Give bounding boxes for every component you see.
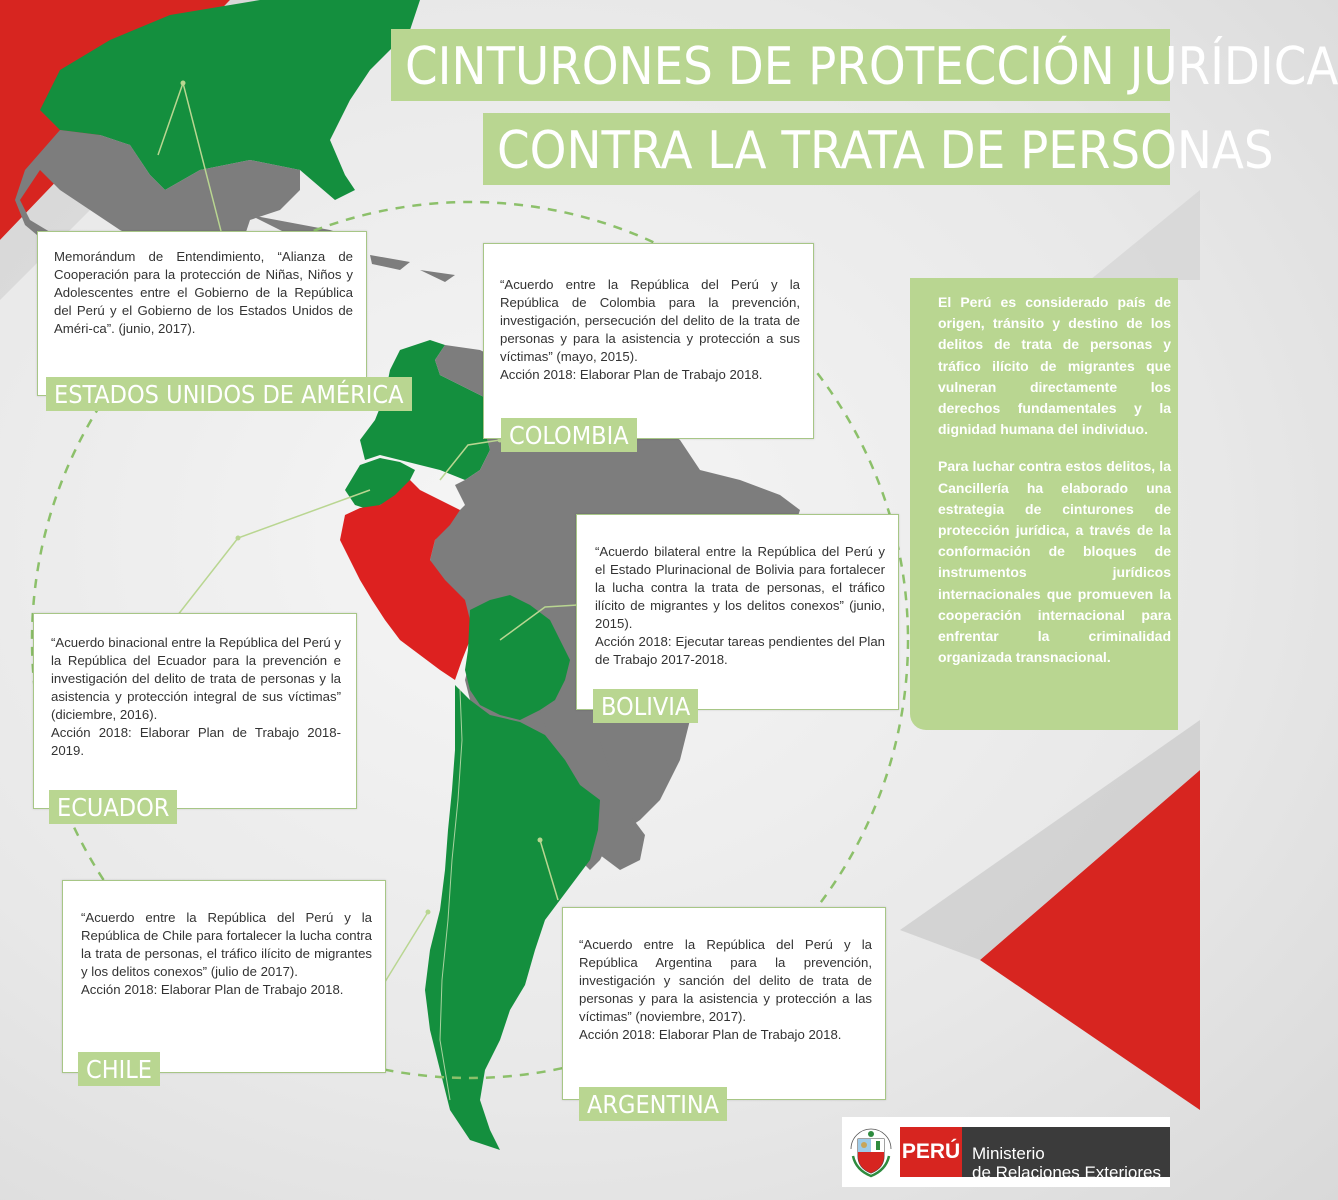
peru-brand: PERÚ	[900, 1127, 962, 1177]
connector-dot-ecuador	[236, 536, 241, 541]
argentina-agreement-text: “Acuerdo entre la República del Perú y la República Argentina para la prevención, investigación y sanción del delito de trata de personas y para la asistencia y protección a las víctimas” (noviembre, 2017).	[579, 937, 872, 1024]
intro-paragraph-2: Para luchar contra estos delitos, la Cancillería ha elaborado una estrategia de cinturones de protección jurídica, a través de la conformación de bloques de instrumentos jurídicos internacionales que promueven la cooperación internacional para enfrentar la criminalidad organizada transnacional.	[938, 458, 1171, 666]
chile-agreement-text: “Acuerdo entre la República del Perú y la República de Chile para fortalecer la lucha contra la trata de personas, el tráfico ilícito de migrantes y los delitos conexos” (julio de 2017).	[81, 910, 372, 979]
chile-agreement-card	[62, 880, 386, 1073]
connector-dot-usa	[181, 81, 186, 86]
usa-agreement-card	[37, 231, 367, 396]
colombia-action-text: Acción 2018: Elaborar Plan de Trabajo 2018.	[500, 367, 763, 382]
uruguay-shape	[600, 815, 645, 870]
colombia-label: COLOMBIA	[501, 418, 637, 452]
ecuador-agreement-card	[33, 613, 357, 809]
connector-ecuador	[170, 490, 370, 625]
bolivia-agreement-text: “Acuerdo bilateral entre la República del Perú y el Estado Plurinacional de Bolivia para fortalecer la lucha contra la trata de personas, el tráfico ilícito de migrantes y los delitos conexos” (junio, 2015).	[595, 544, 885, 631]
ministry-name	[962, 1127, 1170, 1182]
bolivia-agreement-card	[576, 514, 899, 710]
argentina-label: ARGENTINA	[579, 1087, 727, 1121]
colombia-agreement-card	[483, 243, 814, 439]
ecuador-agreement-text: “Acuerdo binacional entre la República del Perú y la República del Ecuador para la prevención e investigación del delito de trata de personas y la asistencia y protección integral de sus víctimas” (diciembre, 2016).	[51, 635, 341, 722]
connector-chile	[380, 912, 428, 990]
coat-of-arms-icon	[842, 1117, 900, 1187]
ministry-name-line-1: Ministerio	[972, 1144, 1045, 1163]
usa-agreement-text: Memorándum de Entendimiento, “Alianza de Cooperación para la protección de Niñas, Niños y Adolescentes entre el Gobierno de la República del Perú y el Gobierno de los Estados Unidos de Améri-ca”. (junio, 2017).	[54, 249, 353, 336]
argentina-agreement-card	[562, 907, 886, 1100]
bolivia-label: BOLIVIA	[593, 689, 698, 723]
ministry-name-line-2: de Relaciones Exteriores	[972, 1163, 1161, 1182]
connector-dot-chile	[426, 910, 431, 915]
argentina-action-text: Acción 2018: Elaborar Plan de Trabajo 2018.	[579, 1027, 842, 1042]
ministry-logo	[842, 1117, 1170, 1187]
intro-paragraph-1: El Perú es considerado país de origen, tránsito y destino de los delitos de trata de personas y tráfico ilícito de migrantes que vulneran directamente los derechos fundamentales y la dignidad humana del individuo.	[938, 294, 1171, 438]
connector-dot-argentina	[538, 838, 543, 843]
corner-gray-right	[1090, 190, 1200, 280]
chile-label: CHILE	[78, 1052, 160, 1086]
ecuador-label: ECUADOR	[49, 790, 177, 824]
chile-action-text: Acción 2018: Elaborar Plan de Trabajo 2018.	[81, 982, 344, 997]
usa-label: ESTADOS UNIDOS DE AMÉRICA	[46, 377, 412, 411]
ecuador-action-text: Acción 2018: Elaborar Plan de Trabajo 2018-2019.	[51, 725, 341, 758]
intro-panel	[910, 278, 1178, 730]
bolivia-action-text: Acción 2018: Ejecutar tareas pendientes del Plan de Trabajo 2017-2018.	[595, 634, 885, 667]
colombia-agreement-text: “Acuerdo entre la República del Perú y la República de Colombia para la prevención, investigación, persecución del delito de la trata de personas y para la asistencia y protección a sus víctimas” (mayo, 2015).	[500, 277, 800, 364]
title-line-1: CINTURONES DE PROTECCIÓN JURÍDICA	[391, 29, 1170, 101]
title-line-2: CONTRA LA TRATA DE PERSONAS	[483, 113, 1170, 185]
